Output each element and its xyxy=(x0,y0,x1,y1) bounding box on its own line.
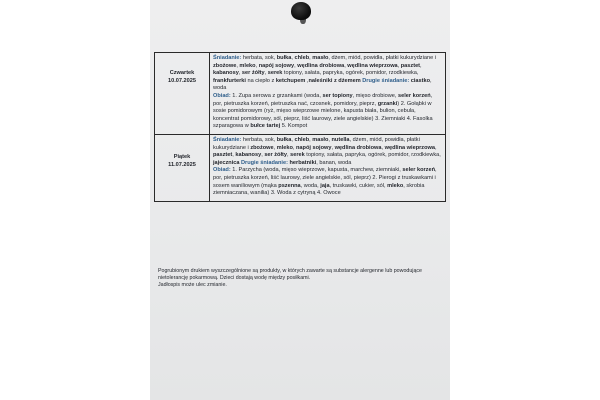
day-row xyxy=(155,134,446,201)
menu-text: , xyxy=(420,62,422,69)
allergen-text: nutella xyxy=(331,136,350,143)
breakfast-label: Śniadanie: xyxy=(213,136,242,143)
menu-text: , xyxy=(344,62,348,69)
lunch-label: Obiad: xyxy=(213,167,231,174)
allergen-text: wędlina wieprzowa xyxy=(384,144,435,151)
day-name: Czwartek xyxy=(169,70,195,76)
menu-text: , dżem, miód, powidła, płatki kukurydziane i xyxy=(213,136,420,151)
allergen-text: jajecznica xyxy=(213,159,240,166)
menu-text: , xyxy=(434,144,437,151)
menu-text: , xyxy=(261,152,265,159)
allergen-text: naleśniki z dżemem xyxy=(308,77,361,84)
day-name: Piątek xyxy=(173,153,191,160)
meal-cell xyxy=(210,53,446,135)
menu-text: , xyxy=(273,144,277,151)
allergen-text: ciastko xyxy=(410,77,431,84)
menu-text: herbata, sok, xyxy=(242,136,277,143)
allergen-text: ser żółty xyxy=(241,70,265,77)
menu-text: , xyxy=(381,144,385,151)
menu-text: , xyxy=(291,55,295,61)
menu-text: , xyxy=(331,144,335,151)
allergen-text: jaja xyxy=(320,182,330,189)
allergen-text: wędlina wieprzowa xyxy=(347,62,398,69)
push-pin-icon xyxy=(291,2,311,20)
breakfast-block xyxy=(213,55,442,93)
breakfast-label: Śniadanie: xyxy=(213,55,242,61)
allergen-text: kabanosy xyxy=(235,152,262,159)
allergen-notes xyxy=(158,268,444,290)
second-breakfast-label: Drugie śniadanie: xyxy=(362,77,410,84)
allergen-note: Pogrubionym drukiem wyszczególnione są produkty, w których zawarte są substancje alergenne lub powodujące nietolerancję pokarmową. Dzieci dostają wodę między posiłkami. xyxy=(158,268,423,282)
menu-text: , xyxy=(238,70,242,77)
menu-text: , xyxy=(232,152,236,159)
day-date: 10.07.2025 xyxy=(168,77,196,84)
lunch-text xyxy=(213,167,437,196)
day-date: 11.07.2025 xyxy=(168,161,196,168)
lunch-label: Obiad: xyxy=(213,92,231,99)
menu-text: , xyxy=(305,77,309,84)
allergen-text: seler korzeń xyxy=(398,92,431,99)
allergen-text: grzanki xyxy=(377,100,398,107)
menu-text: topiony, sałata, papryka, ogórek, pomidor, rzodkiewka, xyxy=(304,152,441,159)
day-row xyxy=(155,53,446,135)
menu-text: , xyxy=(292,144,297,151)
menu-text: , truskawki, cukier, sól, xyxy=(329,182,388,189)
allergen-text: napój sojowy xyxy=(296,144,332,151)
menu-text: , xyxy=(328,136,332,143)
allergen-text: seler korzeń xyxy=(402,167,435,174)
menu-text: , xyxy=(397,62,401,69)
allergen-text: mleko xyxy=(276,144,293,151)
menu-text: herbata, sok, xyxy=(242,55,277,61)
menu-text: , mięso drobiowe, xyxy=(352,92,399,99)
allergen-text: masło xyxy=(312,136,329,143)
menu-text: , xyxy=(309,136,313,143)
allergen-text: mleko xyxy=(387,182,404,189)
menu-text: 1. Zupa serowa z grzankami (woda, xyxy=(232,92,323,99)
menu-text: , xyxy=(291,136,295,143)
allergen-text: ser topiony xyxy=(322,92,353,99)
allergen-text: wędlina drobiowa xyxy=(297,62,345,69)
allergen-text: napój sojowy xyxy=(258,62,295,69)
menu-text: , dżem, miód, powidła, płatki kukurydziane i xyxy=(328,55,436,61)
menu-text: , por, pietruszka korzeń, pietruszka nać, czosnek, pomidory, pieprz, xyxy=(213,92,433,107)
menu-text: , skrobia ziemniaczana, wanilia) 3. Woda z cytryną 4. Owoce xyxy=(213,182,425,197)
menu-change-note: Jadłospis może ulec zmianie. xyxy=(158,282,227,289)
meal-cell xyxy=(210,134,446,201)
menu-text: 5. Kompot xyxy=(280,123,308,130)
lunch-block xyxy=(213,167,442,197)
allergen-text: mleko xyxy=(239,62,256,69)
menu-text: , xyxy=(309,55,313,61)
menu-table xyxy=(154,52,446,202)
allergen-text: bułka xyxy=(276,136,292,143)
menu-text: , xyxy=(287,152,291,159)
day-cell xyxy=(155,134,210,201)
allergen-text: bułka xyxy=(276,55,292,61)
allergen-text: ketchupem xyxy=(275,77,306,84)
allergen-text: pasztet xyxy=(213,152,233,159)
allergen-text: herbatniki xyxy=(289,159,317,166)
menu-text: topiony, sałata, papryka, ogórek, pomidor, rzodkiewka, xyxy=(282,70,419,77)
allergen-text: zbożowe xyxy=(250,144,274,151)
second-breakfast-label: Drugie śniadanie: xyxy=(241,159,288,166)
allergen-text: bułce tartej xyxy=(250,123,281,130)
allergen-text: masło xyxy=(312,55,329,61)
day-cell xyxy=(155,53,210,135)
allergen-text: pszenna xyxy=(278,182,301,189)
allergen-text: pasztet xyxy=(400,62,421,69)
lunch-text xyxy=(213,93,433,129)
breakfast-block xyxy=(213,137,442,167)
second-breakfast-text xyxy=(290,160,352,166)
menu-text: na ciepło z xyxy=(245,77,276,84)
menu-text: , xyxy=(236,62,240,69)
allergen-text: serek xyxy=(267,70,283,77)
menu-text: , woda, xyxy=(300,182,321,189)
allergen-text: chleb xyxy=(294,136,310,143)
menu-text: 1. Parzycha (woda, mięso wieprzowe, kapusta, marchew, ziemniaki, xyxy=(232,167,403,174)
allergen-text: kabanosy xyxy=(213,70,239,77)
allergen-text: ser żółty xyxy=(264,152,288,159)
menu-text: , banan, woda xyxy=(316,159,352,166)
allergen-text: zbożowe xyxy=(213,62,237,69)
allergen-text: serek xyxy=(290,152,305,159)
menu-text: , por, pietruszka korzeń, liść laurowy, ziele angielskie, sól, pieprz) 2. Pierogi z truskawkami i sosem waniliowym (mąka xyxy=(213,167,437,189)
menu-text: , woda xyxy=(213,77,432,92)
menu-text: , xyxy=(255,62,259,69)
menu-text: , xyxy=(294,62,298,69)
menu-text: ) 2. Gołąbki w sosie pomidorowym (ryż, mięso wieprzowe mielone, kapusta biała, bulion, cebula, koncentrat pomidorowy, sól, pieprz, liść laurowy, ziele angielskie) 3. Ziemniaki 4. Fasolka szparagowa w xyxy=(213,100,433,130)
menu-text: , xyxy=(264,70,268,77)
allergen-text: frankfurterki xyxy=(213,77,246,84)
lunch-block xyxy=(213,93,442,131)
allergen-text: wędlina drobiowa xyxy=(334,144,382,151)
allergen-text: chleb xyxy=(294,55,310,61)
